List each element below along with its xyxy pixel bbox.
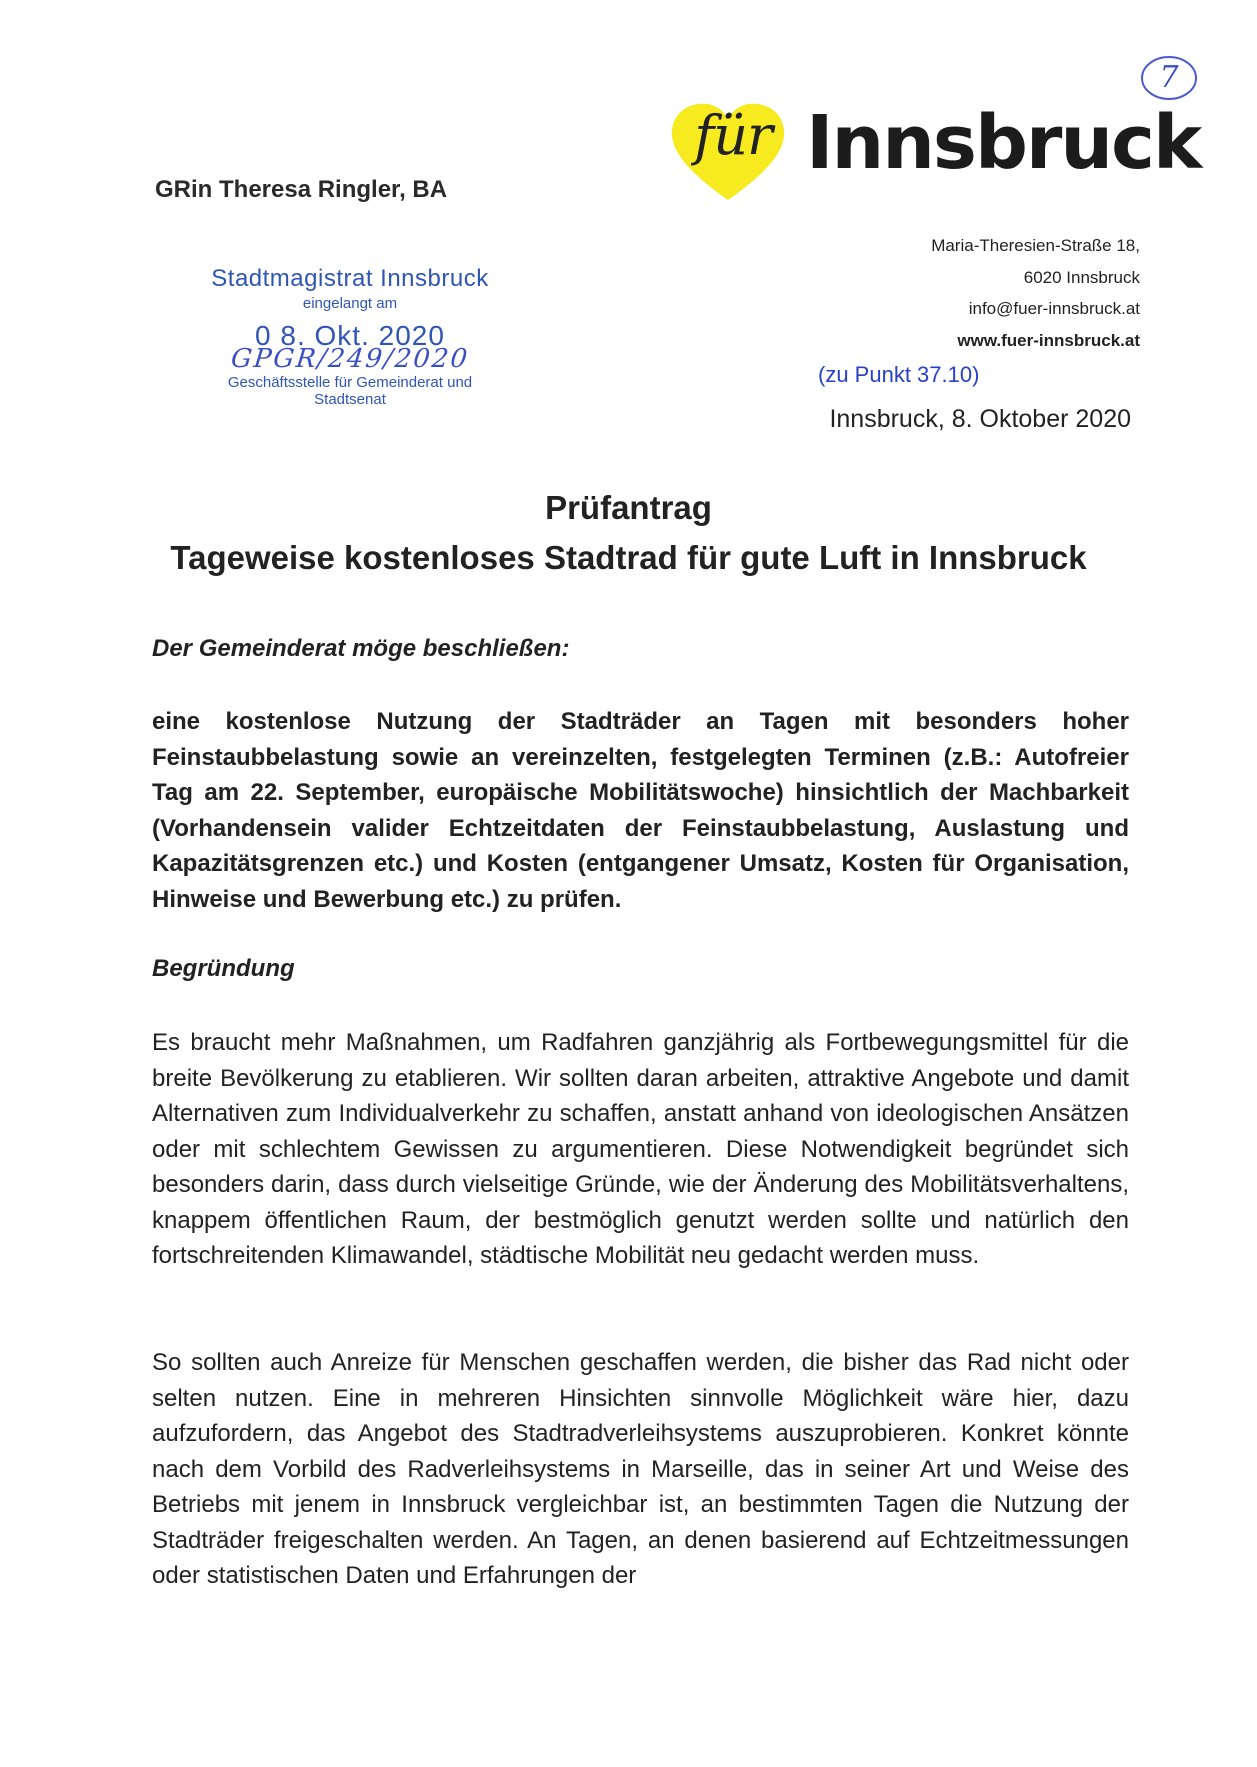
address-street: Maria-Theresien-Straße 18,	[931, 236, 1140, 255]
page-mark-number: 7	[1159, 60, 1179, 95]
reason-paragraph-1: Es braucht mehr Maßnahmen, um Radfahren ganzjährig als Fortbewegungsmittel für die breite Bevölkerung zu etablieren. Wir sollten daran arbeiten, attraktive Angebote und damit Alternativen zum Individualverkehr zu schaffen, anstatt anhand von ideologischen Ansätzen oder mit schlechtem Gewissen zu argumentieren. Diese Notwendigkeit begründet sich besonders darin, dass durch vielseitige Gründe, wie der Änderung des Mobilitätsverhaltens, knappem öffentlichen Raum, der bestmöglich genutzt werden sollte und natürlich den fortschreitenden Klimawandel, städtische Mobilität neu gedacht werden muss.	[152, 1029, 1129, 1269]
resolution-text: eine kostenlose Nutzung der Stadträder an Tagen mit besonders hoher Feinstaubbelastung sowie an vereinzelten, festgelegten Terminen (z.B.: Autofreier Tag am 22. September, europäische Mobilitätswoche) hinsichtlich der Machbarkeit (Vorhandensein valider Echtzeitdaten der Feinstaubbelastung, Auslastung und Kapazitätsgrenzen etc.) und Kosten (entgangener Umsatz, Kosten für Organisation, Hinweise und Bewerbung etc.) zu prüfen.	[152, 708, 1129, 913]
logo-prefix: für	[694, 104, 772, 167]
resolution-lead: Der Gemeinderat möge beschließen:	[152, 635, 570, 662]
stamp-received-label: eingelangt am	[302, 295, 398, 312]
author-name: GRin Theresa Ringler, BA	[155, 176, 448, 203]
address-email: info@fuer-innsbruck.at	[968, 299, 1140, 318]
stamp-reference: GPGR/249/2020	[229, 344, 471, 374]
document-title	[0, 483, 1257, 583]
place-date: Innsbruck, 8. Oktober 2020	[829, 405, 1131, 433]
address-web: www.fuer-innsbruck.at	[957, 330, 1140, 350]
received-stamp	[200, 265, 500, 408]
party-logo	[668, 96, 1201, 208]
reason-heading: Begründung	[152, 955, 295, 982]
logo-city: Innsbruck	[806, 100, 1201, 186]
title-line-2: Tageweise kostenloses Stadtrad für gute Luft in Innsbruck	[170, 539, 1087, 576]
agenda-note: (zu Punkt 37.10)	[818, 362, 980, 387]
stamp-org: Stadtmagistrat Innsbruck	[211, 265, 489, 292]
address-city: 6020 Innsbruck	[1023, 267, 1140, 287]
reason-paragraph-2: So sollten auch Anreize für Menschen geschaffen werden, die bisher das Rad nicht oder selten nutzen. Eine in mehreren Hinsichten sinnvolle Möglichkeit wäre hier, dazu aufzufordern, das Angebot des Stadtradverleihsystems auszuprobieren. Konkret könnte nach dem Vorbild des Radverleihsystems in Marseille, das in seiner Art und Weise des Betriebs mit jenem in Innsbruck vergleichbar ist, an bestimmten Tagen die Nutzung der Stadträder freigeschalten werden. An Tagen, an denen basierend auf Echtzeitmessungen oder statistischen Daten und Erfahrungen der	[152, 1349, 1129, 1589]
address-block	[931, 230, 1140, 356]
title-line-1: Prüfantrag	[545, 489, 712, 526]
stamp-date: 0 8. Okt. 2020	[255, 320, 445, 351]
stamp-department: Geschäftsstelle für Gemeinderat und Stadtsenat	[227, 374, 473, 408]
